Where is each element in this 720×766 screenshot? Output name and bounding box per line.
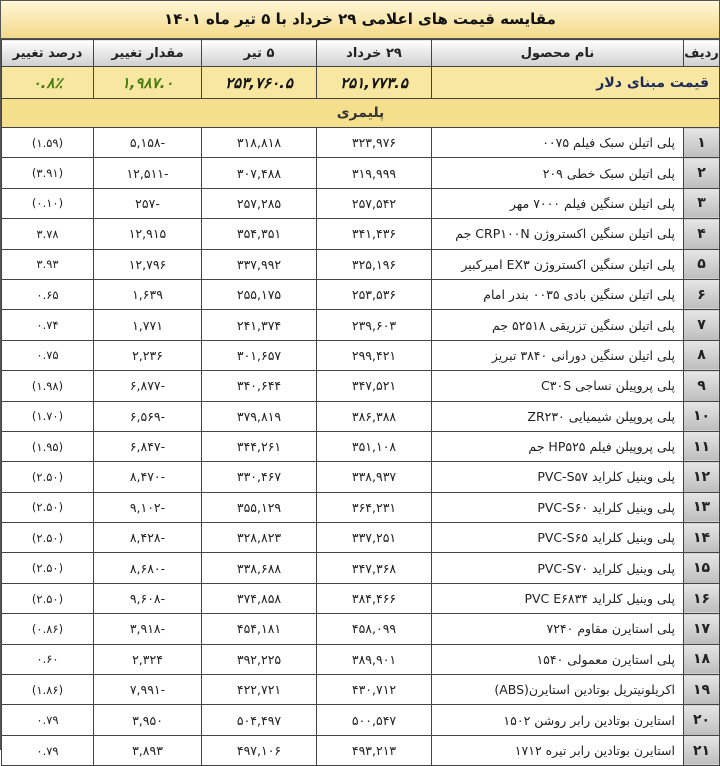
table-row xyxy=(2,553,720,583)
price-29-khordad: ۳۲۵,۱۹۶ xyxy=(317,249,432,279)
price-5-tir: ۲۵۵,۱۷۵ xyxy=(202,279,317,309)
change-amount: ۱۲,۷۹۶ xyxy=(94,249,202,279)
table-row xyxy=(2,128,720,158)
product-name: پلی استایرن معمولی ۱۵۴۰ xyxy=(432,644,684,674)
row-number: ۱۴ xyxy=(684,523,720,553)
change-amount: -۶,۸۴۷ xyxy=(94,431,202,461)
change-amount: -۳,۹۱۸ xyxy=(94,614,202,644)
change-amount: ۱,۷۷۱ xyxy=(94,310,202,340)
change-percent: ۳.۷۸ xyxy=(2,219,94,249)
product-name: پلی پروپیلن نساجی C۳۰S xyxy=(432,371,684,401)
change-amount: -۶,۵۶۹ xyxy=(94,401,202,431)
row-number: ۳ xyxy=(684,188,720,218)
change-percent: ۰.۷۹ xyxy=(2,705,94,735)
product-name: پلی اتیلن سبک فیلم ۰۰۷۵ xyxy=(432,128,684,158)
change-percent: (۱.۸۶) xyxy=(2,675,94,705)
change-amount: ۱۲,۹۱۵ xyxy=(94,219,202,249)
table-row xyxy=(2,675,720,705)
row-number: ۲۰ xyxy=(684,705,720,735)
price-5-tir: ۳۰۷,۴۸۸ xyxy=(202,158,317,188)
table-row xyxy=(2,523,720,553)
table-row xyxy=(2,249,720,279)
product-name: اکریلونیتریل بوتادین استایرن(ABS) xyxy=(432,675,684,705)
price-5-tir: ۲۵۷,۲۸۵ xyxy=(202,188,317,218)
price-5-tir: ۳۳۰,۴۶۷ xyxy=(202,462,317,492)
change-amount: ۳,۸۹۳ xyxy=(94,735,202,765)
row-number: ۱ xyxy=(684,128,720,158)
price-5-tir: ۳۰۱,۶۵۷ xyxy=(202,340,317,370)
dollar-base-change: ۱,۹۸۷.۰ xyxy=(94,67,202,99)
price-29-khordad: ۳۳۸,۹۳۷ xyxy=(317,462,432,492)
change-percent: (۱.۷۰) xyxy=(2,401,94,431)
change-amount: -۱۲,۵۱۱ xyxy=(94,158,202,188)
price-5-tir: ۵۰۴,۴۹۷ xyxy=(202,705,317,735)
table-row xyxy=(2,279,720,309)
price-5-tir: ۴۵۴,۱۸۱ xyxy=(202,614,317,644)
table-row xyxy=(2,583,720,613)
price-5-tir: ۳۱۸,۸۱۸ xyxy=(202,128,317,158)
page-title: مقایسه قیمت های اعلامی ۲۹ خرداد با ۵ تیر ماه ۱۴۰۱ xyxy=(1,1,719,39)
row-number: ۹ xyxy=(684,371,720,401)
dollar-base-5-tir: ۲۵۳,۷۶۰.۵ xyxy=(202,67,317,99)
price-5-tir: ۳۵۴,۳۵۱ xyxy=(202,219,317,249)
header-row xyxy=(2,40,720,67)
change-percent: (۲.۵۰) xyxy=(2,583,94,613)
row-number: ۸ xyxy=(684,340,720,370)
change-percent: (۰.۸۶) xyxy=(2,614,94,644)
price-29-khordad: ۴۳۰,۷۱۲ xyxy=(317,675,432,705)
price-29-khordad: ۲۹۹,۴۲۱ xyxy=(317,340,432,370)
price-29-khordad: ۳۳۷,۲۵۱ xyxy=(317,523,432,553)
row-number: ۱۸ xyxy=(684,644,720,674)
price-29-khordad: ۳۶۴,۲۳۱ xyxy=(317,492,432,522)
price-5-tir: ۳۷۴,۸۵۸ xyxy=(202,583,317,613)
table-row xyxy=(2,492,720,522)
price-29-khordad: ۳۴۷,۳۶۸ xyxy=(317,553,432,583)
product-name: پلی وینیل کلراید PVC E۶۸۳۴ xyxy=(432,583,684,613)
price-5-tir: ۳۲۸,۸۲۳ xyxy=(202,523,317,553)
row-number: ۶ xyxy=(684,279,720,309)
dollar-base-row xyxy=(2,67,720,99)
table-row xyxy=(2,158,720,188)
change-percent: (۲.۵۰) xyxy=(2,553,94,583)
product-name: استایرن بوتادین رابر تیره ۱۷۱۲ xyxy=(432,735,684,765)
price-29-khordad: ۳۸۴,۴۶۶ xyxy=(317,583,432,613)
product-name: پلی استایرن مقاوم ۷۲۴۰ xyxy=(432,614,684,644)
product-name: پلی پروپیلن فیلم HP۵۲۵ جم xyxy=(432,431,684,461)
price-29-khordad: ۴۹۳,۲۱۳ xyxy=(317,735,432,765)
change-amount: -۹,۶۰۸ xyxy=(94,583,202,613)
change-percent: (۱.۹۸) xyxy=(2,371,94,401)
product-name: پلی اتیلن سنگین تزریقی ۵۲۵۱۸ جم xyxy=(432,310,684,340)
row-number: ۷ xyxy=(684,310,720,340)
dollar-base-label: قیمت مبنای دلار xyxy=(432,67,720,99)
price-29-khordad: ۲۵۳,۵۳۶ xyxy=(317,279,432,309)
price-29-khordad: ۳۸۹,۹۰۱ xyxy=(317,644,432,674)
price-5-tir: ۳۳۸,۶۸۸ xyxy=(202,553,317,583)
change-amount: -۸,۴۷۰ xyxy=(94,462,202,492)
change-percent: ۰.۷۴ xyxy=(2,310,94,340)
row-number: ۱۰ xyxy=(684,401,720,431)
table-row xyxy=(2,401,720,431)
price-5-tir: ۴۹۷,۱۰۶ xyxy=(202,735,317,765)
product-name: پلی وینیل کلراید PVC-S۶۵ xyxy=(432,523,684,553)
change-amount: ۳,۹۵۰ xyxy=(94,705,202,735)
product-name: پلی وینیل کلراید PVC-S۵۷ xyxy=(432,462,684,492)
price-29-khordad: ۳۸۶,۳۸۸ xyxy=(317,401,432,431)
change-percent: (۲.۵۰) xyxy=(2,492,94,522)
price-5-tir: ۳۷۹,۸۱۹ xyxy=(202,401,317,431)
header-change-amount: مقدار تغییر xyxy=(94,40,202,67)
price-29-khordad: ۳۴۱,۴۳۶ xyxy=(317,219,432,249)
price-5-tir: ۳۵۵,۱۲۹ xyxy=(202,492,317,522)
change-percent: (۲.۵۰) xyxy=(2,523,94,553)
row-number: ۱۵ xyxy=(684,553,720,583)
table-row xyxy=(2,431,720,461)
change-percent: ۰.۷۹ xyxy=(2,735,94,765)
table-row xyxy=(2,219,720,249)
change-amount: -۸,۴۲۸ xyxy=(94,523,202,553)
product-name: پلی اتیلن سنگین فیلم ۷۰۰۰ مهر xyxy=(432,188,684,218)
section-title-polymeric: پلیمری xyxy=(2,99,720,128)
row-number: ۲۱ xyxy=(684,735,720,765)
table-row xyxy=(2,188,720,218)
product-name: پلی اتیلن سنگین دورانی ۳۸۴۰ تبریز xyxy=(432,340,684,370)
product-name: پلی اتیلن سنگین اکستروژن CRP۱۰۰N جم xyxy=(432,219,684,249)
product-name: پلی وینیل کلراید PVC-S۷۰ xyxy=(432,553,684,583)
price-5-tir: ۳۴۴,۲۶۱ xyxy=(202,431,317,461)
header-date-5-tir: ۵ تیر xyxy=(202,40,317,67)
change-percent: ۰.۶۵ xyxy=(2,279,94,309)
change-amount: ۲,۳۲۴ xyxy=(94,644,202,674)
header-change-percent: درصد تغییر xyxy=(2,40,94,67)
table-row xyxy=(2,614,720,644)
product-name: پلی اتیلن سبک خطی ۲۰۹ xyxy=(432,158,684,188)
change-percent: (۳.۹۱) xyxy=(2,158,94,188)
header-date-29-khordad: ۲۹ خرداد xyxy=(317,40,432,67)
row-number: ۱۱ xyxy=(684,431,720,461)
price-5-tir: ۲۴۱,۳۷۴ xyxy=(202,310,317,340)
table-row xyxy=(2,310,720,340)
price-29-khordad: ۳۴۷,۵۲۱ xyxy=(317,371,432,401)
price-5-tir: ۳۳۷,۹۹۲ xyxy=(202,249,317,279)
table-row xyxy=(2,462,720,492)
change-percent: (۰.۱۰) xyxy=(2,188,94,218)
product-name: پلی پروپیلن شیمیایی ZR۲۳۰ xyxy=(432,401,684,431)
price-29-khordad: ۳۱۹,۹۹۹ xyxy=(317,158,432,188)
row-number: ۲ xyxy=(684,158,720,188)
row-number: ۱۷ xyxy=(684,614,720,644)
header-row-number: ردیف xyxy=(684,40,720,67)
change-percent: (۲.۵۰) xyxy=(2,462,94,492)
section-header-row xyxy=(2,99,720,128)
price-5-tir: ۳۹۲,۲۲۵ xyxy=(202,644,317,674)
change-percent: (۱.۹۵) xyxy=(2,431,94,461)
row-number: ۱۹ xyxy=(684,675,720,705)
change-amount: -۲۵۷ xyxy=(94,188,202,218)
price-5-tir: ۴۲۲,۷۲۱ xyxy=(202,675,317,705)
row-number: ۱۲ xyxy=(684,462,720,492)
change-amount: ۱,۶۳۹ xyxy=(94,279,202,309)
dollar-base-29-khordad: ۲۵۱,۷۷۳.۵ xyxy=(317,67,432,99)
header-product-name: نام محصول xyxy=(432,40,684,67)
change-percent: ۰.۶۰ xyxy=(2,644,94,674)
table-row xyxy=(2,705,720,735)
change-percent: (۱.۵۹) xyxy=(2,128,94,158)
row-number: ۴ xyxy=(684,219,720,249)
change-amount: -۵,۱۵۸ xyxy=(94,128,202,158)
table-row xyxy=(2,340,720,370)
change-amount: -۸,۶۸۰ xyxy=(94,553,202,583)
row-number: ۵ xyxy=(684,249,720,279)
change-percent: ۳.۹۳ xyxy=(2,249,94,279)
change-percent: ۰.۷۵ xyxy=(2,340,94,370)
price-29-khordad: ۴۵۸,۰۹۹ xyxy=(317,614,432,644)
change-amount: -۶,۸۷۷ xyxy=(94,371,202,401)
price-29-khordad: ۲۳۹,۶۰۳ xyxy=(317,310,432,340)
price-5-tir: ۳۴۰,۶۴۴ xyxy=(202,371,317,401)
row-number: ۱۳ xyxy=(684,492,720,522)
table-row xyxy=(2,371,720,401)
change-amount: ۲,۲۳۶ xyxy=(94,340,202,370)
table-row xyxy=(2,735,720,765)
change-amount: -۷,۹۹۱ xyxy=(94,675,202,705)
price-29-khordad: ۳۵۱,۱۰۸ xyxy=(317,431,432,461)
price-29-khordad: ۳۲۳,۹۷۶ xyxy=(317,128,432,158)
price-29-khordad: ۵۰۰,۵۴۷ xyxy=(317,705,432,735)
product-name: پلی اتیلن سنگین اکستروژن EX۳ امیرکبیر xyxy=(432,249,684,279)
price-29-khordad: ۲۵۷,۵۴۲ xyxy=(317,188,432,218)
change-amount: -۹,۱۰۲ xyxy=(94,492,202,522)
product-name: پلی وینیل کلراید PVC-S۶۰ xyxy=(432,492,684,522)
product-name: پلی اتیلن سنگین بادی ۰۰۳۵ بندر امام xyxy=(432,279,684,309)
row-number: ۱۶ xyxy=(684,583,720,613)
table-row xyxy=(2,644,720,674)
product-name: استایرن بوتادین رابر روشن ۱۵۰۲ xyxy=(432,705,684,735)
price-table xyxy=(1,39,720,766)
dollar-base-percent: ۰.۸٪ xyxy=(2,67,94,99)
